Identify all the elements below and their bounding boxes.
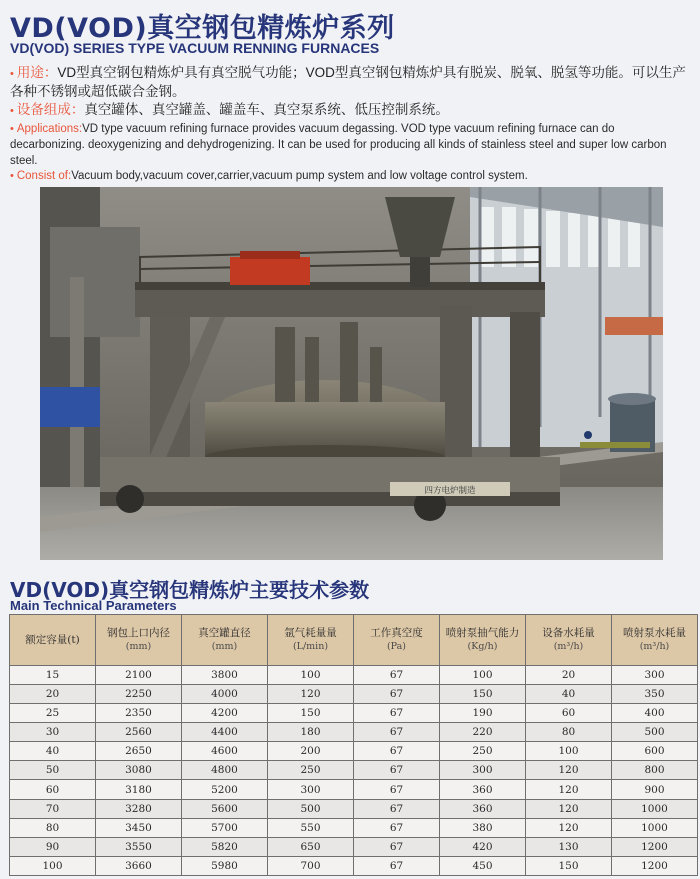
table-cell: 1200 <box>612 856 698 875</box>
composition-paragraph-cn <box>10 101 692 120</box>
table-cell: 120 <box>526 761 612 780</box>
table-row <box>10 704 698 723</box>
params-title-en: Main Technical Parameters <box>10 598 177 613</box>
table-cell: 4400 <box>182 723 268 742</box>
table-row <box>10 856 698 875</box>
column-header: 氩气耗量量 (L/min) <box>268 615 354 666</box>
table-cell: 3450 <box>96 818 182 837</box>
table-cell: 500 <box>612 723 698 742</box>
table-cell: 150 <box>440 685 526 704</box>
table-cell: 360 <box>440 799 526 818</box>
table-cell: 250 <box>440 742 526 761</box>
column-header: 喷射泵抽气能力 (Kg/h) <box>440 615 526 666</box>
table-row <box>10 742 698 761</box>
manufacturer-plate: 四方电炉制造 <box>424 486 476 496</box>
table-cell: 3660 <box>96 856 182 875</box>
consist-text-en: Vacuum body,vacuum cover,carrier,vacuum pump system and low voltage control system. <box>71 170 528 182</box>
bullet-icon: • <box>10 105 14 117</box>
params-title-cn: VD(VOD)真空钢包精炼炉主要技术参数 <box>10 578 370 602</box>
table-cell: 5820 <box>182 837 268 856</box>
table-cell: 67 <box>354 856 440 875</box>
table-cell: 3800 <box>182 666 268 685</box>
table-cell: 400 <box>612 704 698 723</box>
table-cell: 67 <box>354 723 440 742</box>
usage-label-cn: 用途： <box>16 65 58 80</box>
table-cell: 3180 <box>96 780 182 799</box>
table-cell: 80 <box>526 723 612 742</box>
table-cell: 67 <box>354 742 440 761</box>
table-cell: 200 <box>268 742 354 761</box>
table-cell: 60 <box>10 780 96 799</box>
consist-paragraph-en <box>10 168 692 184</box>
table-cell: 70 <box>10 799 96 818</box>
table-cell: 90 <box>10 837 96 856</box>
table-cell: 5980 <box>182 856 268 875</box>
table-cell: 5600 <box>182 799 268 818</box>
table-cell: 450 <box>440 856 526 875</box>
params-table-container <box>9 614 697 876</box>
params-table <box>9 614 698 876</box>
table-row <box>10 799 698 818</box>
table-cell: 40 <box>10 742 96 761</box>
usage-text-cn: VD型真空钢包精炼炉具有真空脱气功能；VOD型真空钢包精炼炉具有脱炭、脱氧、脱氢等功能。可以生产各种不锈钢或超低碳合金钢。 <box>10 65 686 99</box>
table-cell: 15 <box>10 666 96 685</box>
table-cell: 2250 <box>96 685 182 704</box>
table-row <box>10 685 698 704</box>
table-cell: 350 <box>612 685 698 704</box>
consist-label-en: Consist of: <box>16 170 72 182</box>
table-cell: 420 <box>440 837 526 856</box>
table-cell: 550 <box>268 818 354 837</box>
bullet-icon: • <box>10 123 14 135</box>
table-cell: 120 <box>526 818 612 837</box>
table-cell: 100 <box>526 742 612 761</box>
table-cell: 4000 <box>182 685 268 704</box>
table-cell: 3080 <box>96 761 182 780</box>
table-cell: 500 <box>268 799 354 818</box>
table-cell: 1000 <box>612 818 698 837</box>
table-cell: 2350 <box>96 704 182 723</box>
column-header: 设备水耗量 (m³/h) <box>526 615 612 666</box>
table-cell: 40 <box>526 685 612 704</box>
table-cell: 100 <box>268 666 354 685</box>
table-cell: 180 <box>268 723 354 742</box>
table-cell: 150 <box>526 856 612 875</box>
table-cell: 300 <box>612 666 698 685</box>
composition-text-cn: 真空罐体、真空罐盖、罐盖车、真空泵系统、低压控制系统。 <box>84 102 449 117</box>
table-cell: 4600 <box>182 742 268 761</box>
table-cell: 900 <box>612 780 698 799</box>
table-cell: 700 <box>268 856 354 875</box>
table-cell: 20 <box>10 685 96 704</box>
column-header: 工作真空度 (Pa) <box>354 615 440 666</box>
table-cell: 30 <box>10 723 96 742</box>
table-cell: 360 <box>440 780 526 799</box>
table-cell: 100 <box>10 856 96 875</box>
page-title-en: VD(VOD) SERIES TYPE VACUUM RENNING FURNACES <box>10 40 380 56</box>
table-cell: 120 <box>526 799 612 818</box>
applications-paragraph-en <box>10 121 692 169</box>
table-cell: 1000 <box>612 799 698 818</box>
table-cell: 25 <box>10 704 96 723</box>
furnace-illustration <box>40 187 663 560</box>
table-cell: 1200 <box>612 837 698 856</box>
table-cell: 150 <box>268 704 354 723</box>
table-cell: 67 <box>354 761 440 780</box>
table-cell: 2100 <box>96 666 182 685</box>
table-cell: 20 <box>526 666 612 685</box>
table-cell: 80 <box>10 818 96 837</box>
table-cell: 300 <box>268 780 354 799</box>
table-cell: 300 <box>440 761 526 780</box>
bullet-icon: • <box>10 170 14 182</box>
furnace-photo <box>40 187 663 560</box>
table-row <box>10 780 698 799</box>
column-header: 钢包上口内径 (mm) <box>96 615 182 666</box>
table-cell: 67 <box>354 704 440 723</box>
table-row <box>10 666 698 685</box>
table-cell: 800 <box>612 761 698 780</box>
table-cell: 220 <box>440 723 526 742</box>
applications-text-en: VD type vacuum refining furnace provides vacuum degassing. VOD type vacuum refining furnace can do decarbonizing. deoxygenizing and dehydrogenizing. It can be used for producing all kinds of stainless steel and super low carbon steel. <box>10 123 667 167</box>
table-cell: 600 <box>612 742 698 761</box>
column-header: 喷射泵水耗量 (m³/h) <box>612 615 698 666</box>
table-cell: 120 <box>526 780 612 799</box>
table-cell: 67 <box>354 685 440 704</box>
table-cell: 67 <box>354 837 440 856</box>
table-row <box>10 837 698 856</box>
table-cell: 650 <box>268 837 354 856</box>
table-cell: 67 <box>354 799 440 818</box>
table-cell: 67 <box>354 780 440 799</box>
table-row <box>10 723 698 742</box>
table-cell: 3280 <box>96 799 182 818</box>
table-cell: 380 <box>440 818 526 837</box>
applications-label-en: Applications: <box>16 123 83 135</box>
table-row <box>10 818 698 837</box>
table-cell: 250 <box>268 761 354 780</box>
table-cell: 3550 <box>96 837 182 856</box>
table-cell: 60 <box>526 704 612 723</box>
table-cell: 4200 <box>182 704 268 723</box>
table-cell: 5200 <box>182 780 268 799</box>
table-cell: 100 <box>440 666 526 685</box>
column-header: 真空罐直径 (mm) <box>182 615 268 666</box>
table-row <box>10 761 698 780</box>
table-cell: 2650 <box>96 742 182 761</box>
table-header-row <box>10 615 698 666</box>
table-cell: 2560 <box>96 723 182 742</box>
table-cell: 4800 <box>182 761 268 780</box>
table-cell: 130 <box>526 837 612 856</box>
table-cell: 190 <box>440 704 526 723</box>
table-cell: 120 <box>268 685 354 704</box>
table-cell: 50 <box>10 761 96 780</box>
table-cell: 5700 <box>182 818 268 837</box>
usage-paragraph-cn <box>10 64 692 100</box>
column-header: 额定容量(t) <box>10 615 96 666</box>
table-cell: 67 <box>354 818 440 837</box>
bullet-icon: • <box>10 68 14 80</box>
page-title-cn: VD(VOD)真空钢包精炼炉系列 <box>10 13 395 44</box>
composition-label-cn: 设备组成： <box>16 102 85 117</box>
table-cell: 67 <box>354 666 440 685</box>
